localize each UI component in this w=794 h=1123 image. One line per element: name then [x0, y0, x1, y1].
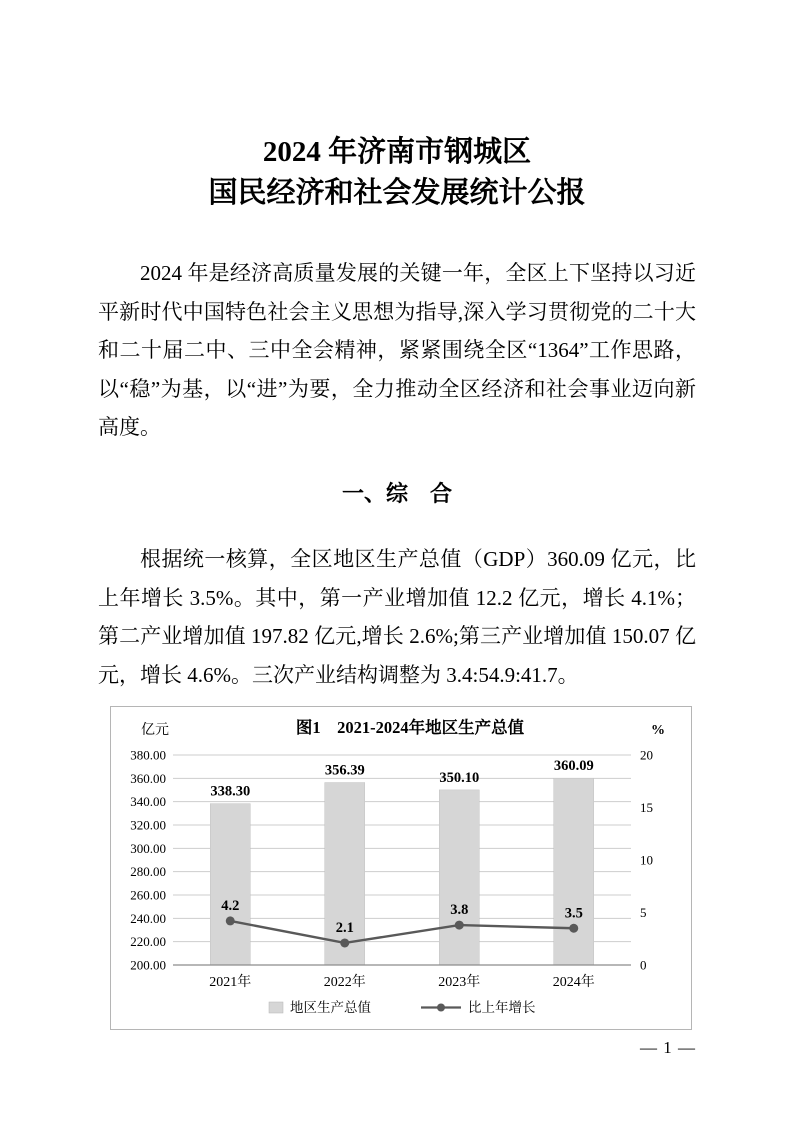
gdp-bar-value-label: 356.39: [324, 762, 365, 779]
growth-line: [230, 921, 574, 943]
gdp-bar: [210, 804, 250, 965]
legend-bar-swatch: [269, 1002, 283, 1013]
document-title-line2: 国民经济和社会发展统计公报: [208, 177, 586, 209]
left-axis-tick-label: 200.00: [130, 957, 166, 973]
gdp-paragraph: 根据统一核算，全区地区生产总值（GDP）360.09 亿元，比上年增长 3.5%。其中，第一产业增加值 12.2 亿元，增长 4.1%；第二产业增加值 197.82 亿元,增长 2.6%;第三产业增加值 150.07 亿元，增长 4.6%。三次产业结构调整为 3.4:54.9:41.7。: [98, 546, 696, 687]
right-axis-tick-label: 0: [640, 957, 647, 973]
right-axis-tick-label: 10: [640, 852, 653, 868]
growth-point: [226, 917, 235, 926]
left-axis-tick-label: 260.00: [130, 887, 166, 903]
left-axis-tick-label: 220.00: [130, 934, 166, 950]
gdp-chart-figure: [110, 706, 692, 1030]
left-axis-tick-label: 300.00: [130, 841, 166, 857]
gdp-bar: [325, 783, 365, 965]
right-axis-tick-label: 5: [640, 905, 647, 921]
page-number: — 1 —: [640, 1038, 696, 1058]
x-axis-category-label: 2024年: [552, 975, 595, 991]
right-axis-unit-label: %: [651, 723, 665, 739]
growth-point: [569, 924, 578, 933]
gdp-bar-value-label: 338.30: [210, 783, 251, 800]
legend-line-label: 比上年增长: [468, 1000, 536, 1016]
growth-value-label: 4.2: [221, 898, 240, 915]
right-axis-tick-label: 15: [640, 800, 653, 816]
document-title: [98, 132, 696, 214]
x-axis-category-label: 2021年: [209, 975, 252, 991]
gdp-bar-value-label: 350.10: [439, 770, 480, 787]
growth-value-label: 2.1: [335, 920, 354, 937]
growth-value-label: 3.8: [450, 902, 469, 919]
gdp-bar-value-label: 360.09: [553, 758, 594, 775]
gdp-bar: [439, 790, 479, 965]
left-axis-unit-label: 亿元: [141, 723, 169, 739]
left-axis-tick-label: 320.00: [130, 817, 166, 833]
growth-value-label: 3.5: [564, 905, 583, 922]
legend-bar-label: 地区生产总值: [290, 1000, 371, 1016]
intro-paragraph: 2024 年是经济高质量发展的关键一年，全区上下坚持以习近平新时代中国特色社会主义思想为指导,深入学习贯彻党的二十大和二十届二中、三中全会精神，紧紧围绕全区“1364”工作思路，以“稳”为基，以“进”为要，全力推动全区经济和社会事业迈向新高度。: [98, 261, 696, 440]
left-axis-tick-label: 380.00: [130, 747, 166, 763]
growth-point: [340, 939, 349, 948]
section1-heading: 一、综 合: [341, 480, 452, 506]
right-axis-tick-label: 20: [640, 747, 653, 763]
x-axis-category-label: 2022年: [323, 975, 366, 991]
chart-title: 图1 2021-2024年地区生产总值: [295, 718, 525, 738]
legend-line-point: [437, 1004, 445, 1012]
gdp-chart-svg: [111, 707, 691, 1029]
left-axis-tick-label: 240.00: [130, 911, 166, 927]
growth-point: [455, 921, 464, 930]
left-axis-tick-label: 360.00: [130, 771, 166, 787]
left-axis-tick-label: 280.00: [130, 864, 166, 880]
x-axis-category-label: 2023年: [438, 975, 481, 991]
gdp-bar: [554, 779, 594, 966]
document-title-line1: 2024 年济南市钢城区: [262, 136, 532, 168]
left-axis-tick-label: 340.00: [130, 794, 166, 810]
